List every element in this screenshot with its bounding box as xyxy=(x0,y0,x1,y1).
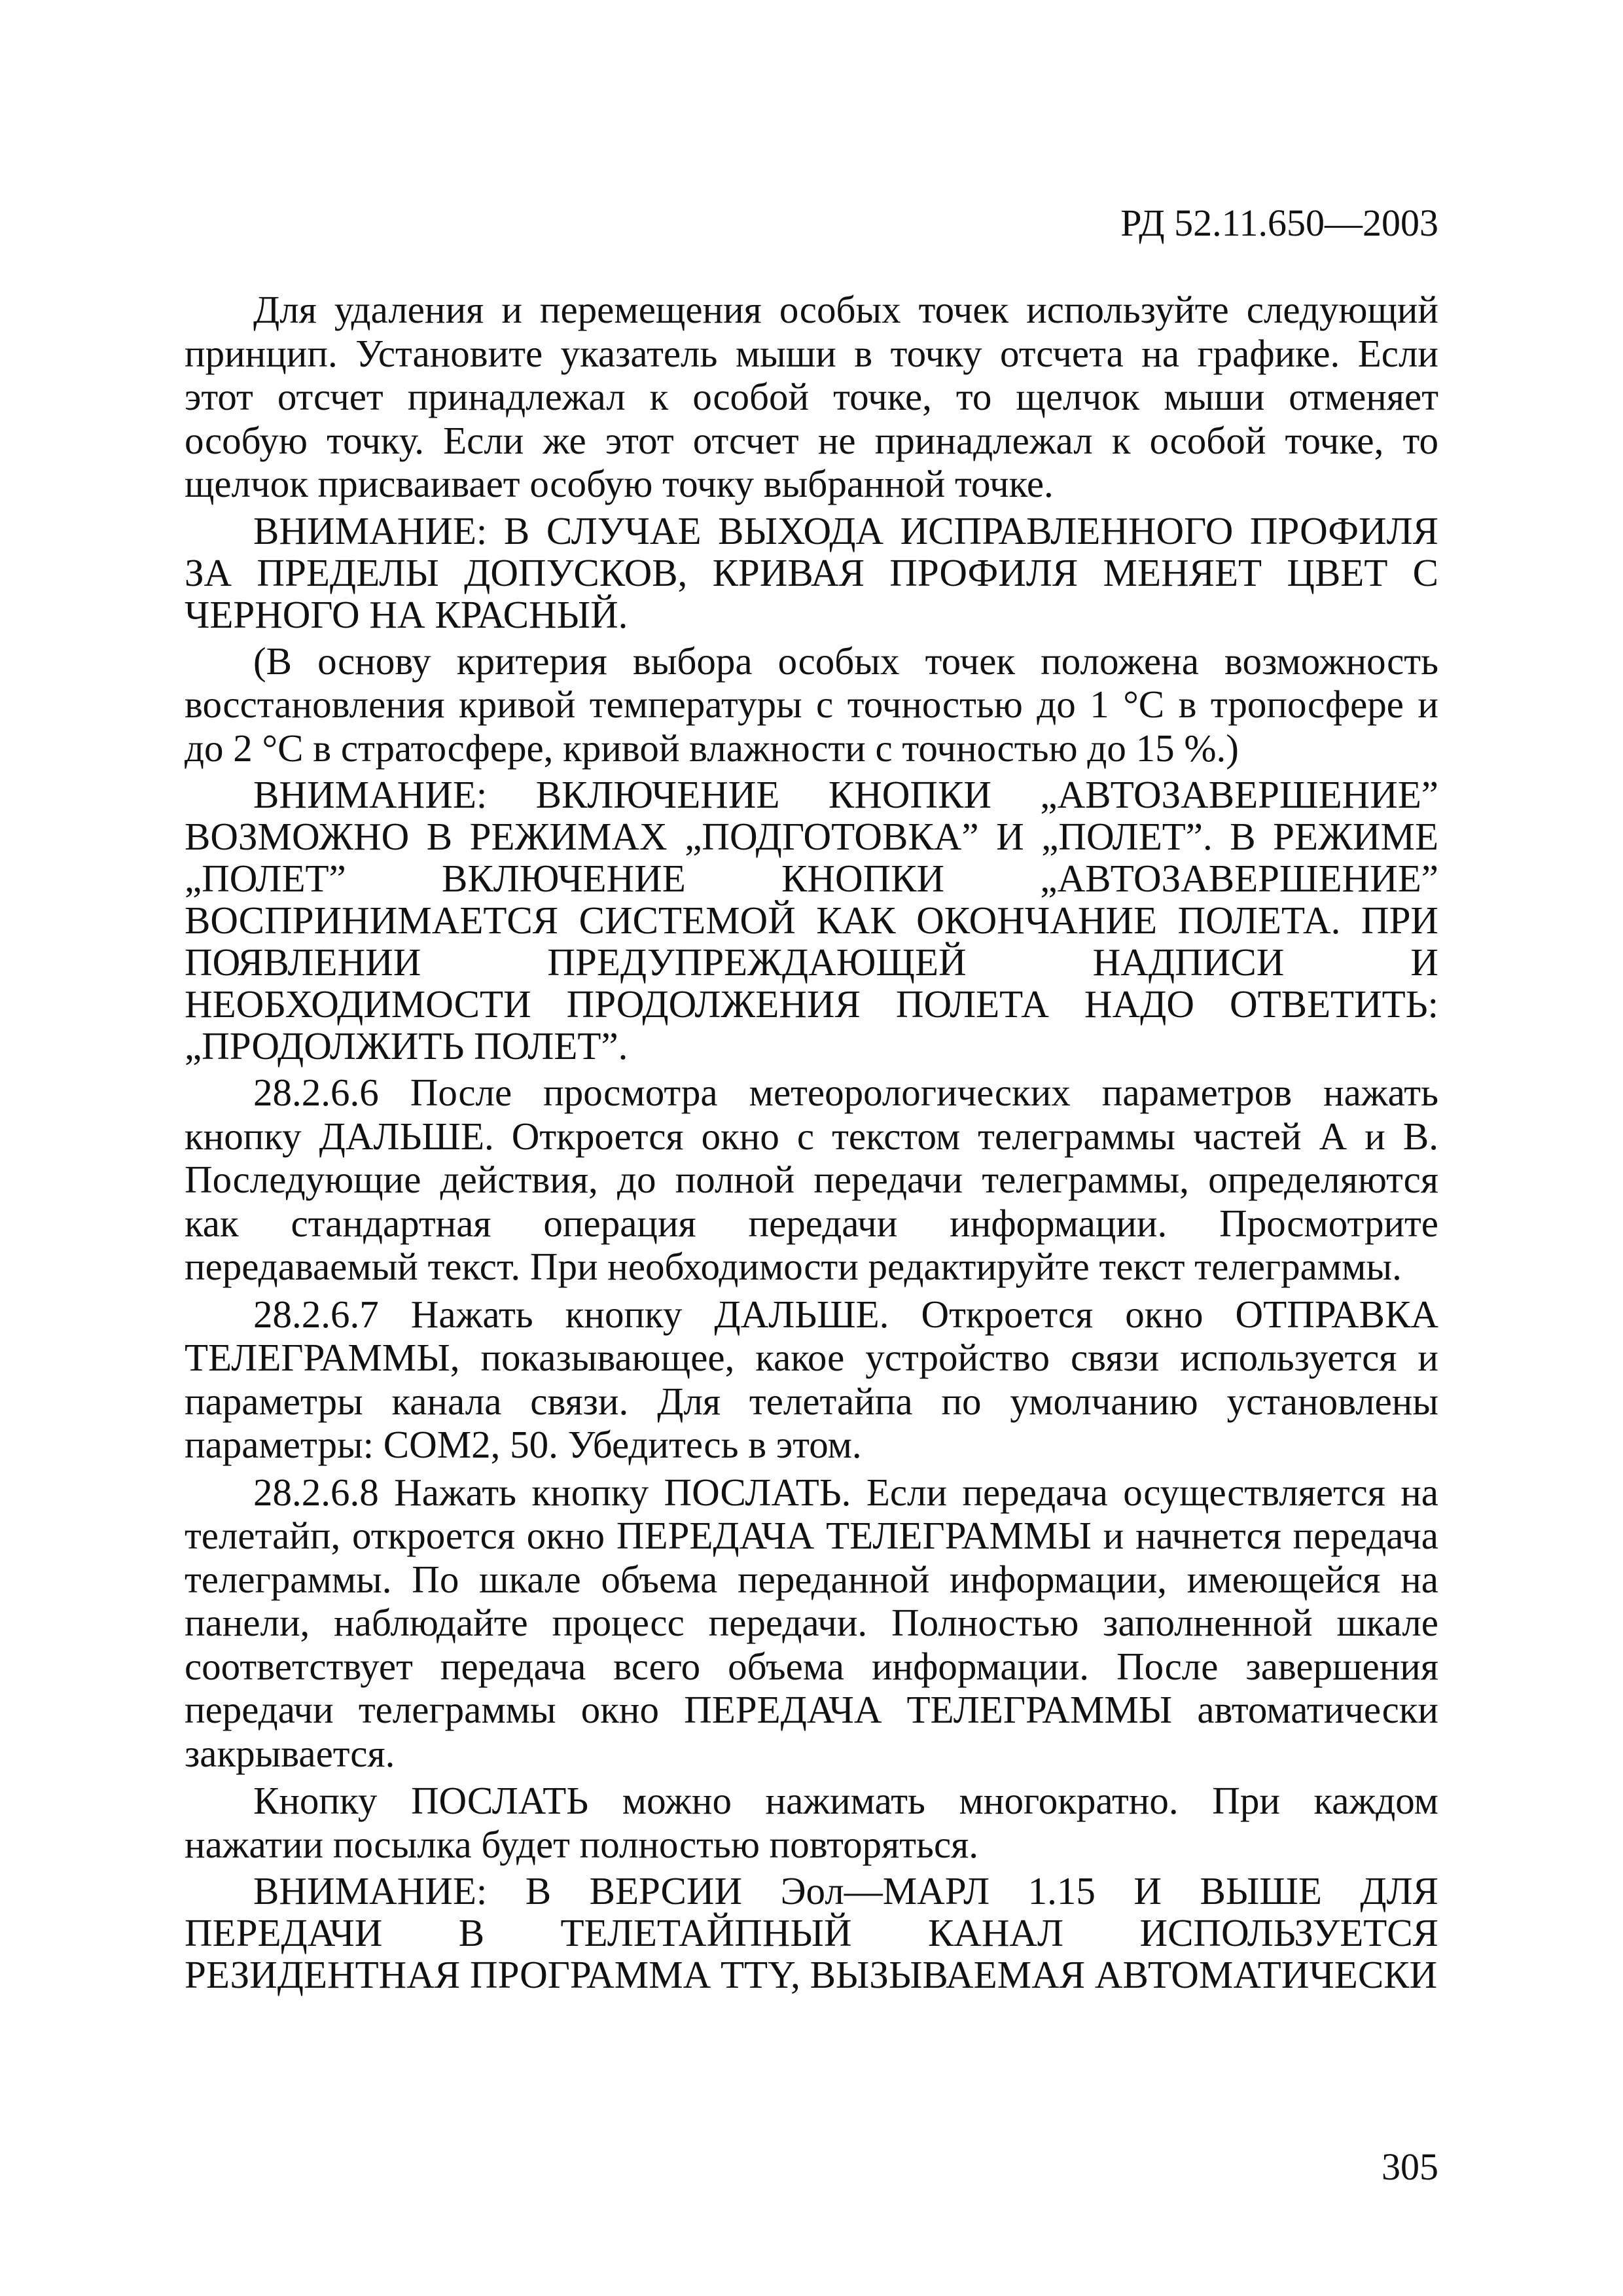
document-code: РД 52.11.650—2003 xyxy=(1120,202,1438,244)
paragraph-send-repeat: Кнопку ПОСЛАТЬ можно нажимать многократно. При каждом нажатии посылка будет полностью повторяться. xyxy=(185,1779,1438,1866)
paragraph-warning-autocompletion: ВНИМАНИЕ: ВКЛЮЧЕНИЕ КНОПКИ „АВТОЗАВЕРШЕНИЕ” ВОЗМОЖНО В РЕЖИМАХ „ПОДГОТОВКА” И „ПОЛЕТ”. В РЕЖИМЕ „ПОЛЕТ” ВКЛЮЧЕНИЕ КНОПКИ „АВТОЗАВЕРШЕНИЕ” ВОСПРИНИМАЕТСЯ СИСТЕМОЙ КАК ОКОНЧАНИЕ ПОЛЕТА. ПРИ ПОЯВЛЕНИИ ПРЕДУПРЕЖДАЮЩЕЙ НАДПИСИ И НЕОБХОДИМОСТИ ПРОДОЛЖЕНИЯ ПОЛЕТА НАДО ОТВЕТИТЬ: „ПРОДОЛЖИТЬ ПОЛЕТ”. xyxy=(185,773,1438,1067)
paragraph-warning-profile-color: ВНИМАНИЕ: В СЛУЧАЕ ВЫХОДА ИСПРАВЛЕННОГО ПРОФИЛЯ ЗА ПРЕДЕЛЫ ДОПУСКОВ, КРИВАЯ ПРОФИЛЯ МЕНЯЕТ ЦВЕТ С ЧЕРНОГО НА КРАСНЫЙ. xyxy=(185,509,1438,636)
paragraph-warning-tty: ВНИМАНИЕ: В ВЕРСИИ Эол—МАРЛ 1.15 И ВЫШЕ ДЛЯ ПЕРЕДАЧИ В ТЕЛЕТАЙПНЫЙ КАНАЛ ИСПОЛЬЗУЕТСЯ РЕЗИДЕНТНАЯ ПРОГРАММА TTY, ВЫЗЫВАЕМАЯ АВТОМАТИЧЕСКИ xyxy=(185,1869,1438,1996)
body-text xyxy=(185,288,1438,2000)
page-number: 305 xyxy=(1382,2145,1438,2188)
paragraph-criteria-note: (В основу критерия выбора особых точек положена возможность восстановления кривой температуры с точностью до 1 °С в тропосфере и до 2 °С в стратосфере, кривой влажности с точностью до 15 %.) xyxy=(185,639,1438,770)
paragraph-step-28-2-6-8: 28.2.6.8 Нажать кнопку ПОСЛАТЬ. Если передача осуществляется на телетайп, откроется окно ПЕРЕДАЧА ТЕЛЕГРАММЫ и начнется передача телеграммы. По шкале объема переданной информации, имеющейся на панели, наблюдайте процесс передачи. Полностью заполненной шкале соответствует передача всего объема информации. После завершения передачи телеграммы окно ПЕРЕДАЧА ТЕЛЕГРАММЫ автоматически закрывается. xyxy=(185,1470,1438,1775)
paragraph-special-points-editing: Для удаления и перемещения особых точек используйте следующий принцип. Установите указатель мыши в точку отсчета на графике. Если этот отсчет принадлежал к особой точке, то щелчок мыши отменяет особую точку. Если же этот отсчет не принадлежал к особой точке, то щелчок присваивает особую точку выбранной точке. xyxy=(185,288,1438,505)
paragraph-step-28-2-6-6: 28.2.6.6 После просмотра метеорологических параметров нажать кнопку ДАЛЬШЕ. Откроется окно с текстом телеграммы частей А и В. Последующие действия, до полной передачи телеграммы, определяются как стандартная операция передачи информации. Просмотрите передаваемый текст. При необходимости редактируйте текст телеграммы. xyxy=(185,1071,1438,1288)
paragraph-step-28-2-6-7: 28.2.6.7 Нажать кнопку ДАЛЬШЕ. Откроется окно ОТПРАВКА ТЕЛЕГРАММЫ, показывающее, какое устройство связи используется и параметры канала связи. Для телетайпа по умолчанию установлены параметры: COM2, 50. Убедитесь в этом. xyxy=(185,1292,1438,1466)
